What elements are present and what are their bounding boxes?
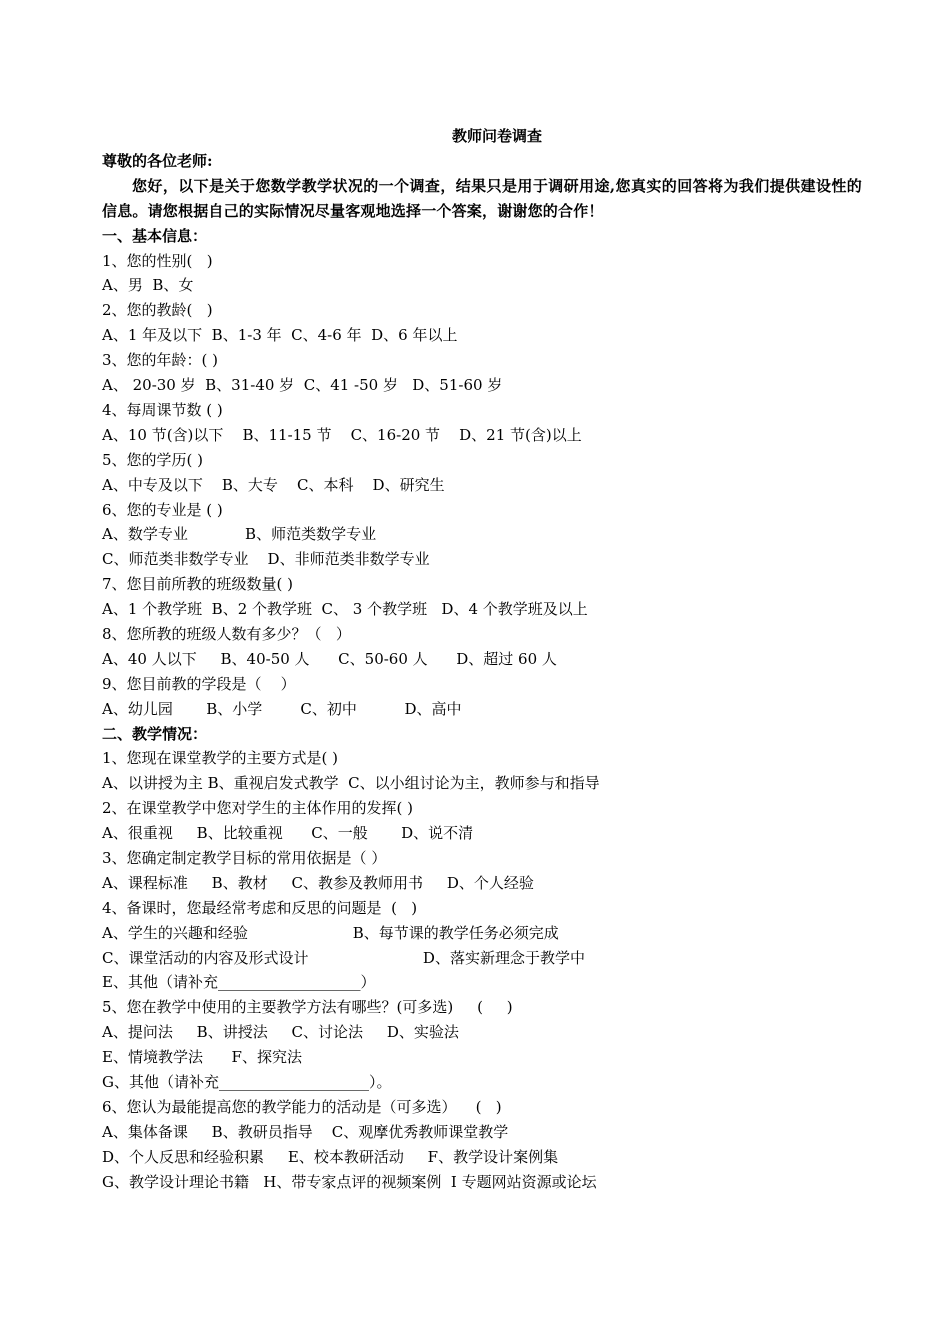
options-line: G、其他（请补充____________________）。	[102, 1072, 392, 1091]
question-line: 5、您在教学中使用的主要教学方法有哪些？(可多选) ( )	[102, 998, 513, 1017]
question-line: 8、您所教的班级人数有多少？（ ）	[102, 624, 351, 643]
options-line: A、1 年及以下 B、1-3 年 C、4-6 年 D、6 年以上	[102, 326, 458, 345]
question-line: 4、备课时，您最经常考虑和反思的问题是 ( )	[102, 898, 418, 917]
options-line: C、课堂活动的内容及形式设计 D、落实新理念于教学中	[102, 948, 585, 967]
options-line: A、幼儿园 B、小学 C、初中 D、高中	[102, 699, 462, 718]
question-line: 9、您目前教的学段是（ ）	[102, 674, 296, 693]
options-line: A、以讲授为主 B、重视启发式教学 C、以小组讨论为主，教师参与和指导	[102, 774, 600, 793]
question-line: 4、每周课节数 ( )	[102, 400, 223, 419]
intro-paragraph: 您好，以下是关于您数学教学状况的一个调查，结果只是用于调研用途,您真实的回答将为我们提供建设性的信息。请您根据自己的实际情况尽量客观地选择一个答案，谢谢您的合作！	[102, 176, 862, 220]
options-line: A、提问法 B、讲授法 C、讨论法 D、实验法	[102, 1023, 459, 1042]
question-line: 7、您目前所教的班级数量( )	[102, 575, 294, 594]
options-line: A、40 人以下 B、40-50 人 C、50-60 人 D、超过 60 人	[102, 649, 557, 668]
options-line: G、教学设计理论书籍 H、带专家点评的视频案例 I 专题网站资源或论坛	[102, 1172, 597, 1191]
question-line: 5、您的学历( )	[102, 450, 204, 469]
options-line: A、集体备课 B、教研员指导 C、观摩优秀教师课堂教学	[102, 1122, 509, 1141]
section-heading-teaching: 二、教学情况：	[102, 724, 208, 743]
options-line: A、课程标准 B、教材 C、教参及教师用书 D、个人经验	[102, 873, 534, 892]
options-line: C、师范类非数学专业 D、非师范类非数学专业	[102, 550, 430, 569]
question-line: 1、您现在课堂教学的主要方式是( )	[102, 749, 339, 768]
question-line: 2、在课堂教学中您对学生的主体作用的发挥( )	[102, 799, 414, 818]
document-body	[102, 124, 862, 1194]
document-title: 教师问卷调查	[451, 127, 542, 145]
options-line: A、中专及以下 B、大专 C、本科 D、研究生	[102, 475, 445, 494]
options-line: A、男 B、女	[102, 276, 194, 295]
question-line: 6、您的专业是 ( )	[102, 500, 223, 519]
section-heading-basic-info: 一、基本信息：	[102, 226, 208, 245]
options-line: A、10 节(含)以下 B、11-15 节 C、16-20 节 D、21 节(含)以上	[102, 425, 582, 444]
options-line: A、数学专业 B、师范类数学专业	[102, 525, 377, 544]
options-line: A、学生的兴趣和经验 B、每节课的教学任务必须完成	[102, 923, 559, 942]
question-line: 1、您的性别( )	[102, 251, 213, 270]
question-line: 3、您确定制定教学目标的常用依据是（ ）	[102, 848, 387, 867]
options-line: E、情境教学法 F、探究法	[102, 1048, 302, 1067]
question-line: 3、您的年龄：( )	[102, 351, 219, 370]
greeting: 尊敬的各位老师:	[102, 152, 213, 170]
question-line: 6、您认为最能提高您的教学能力的活动是（可多选） ( )	[102, 1097, 502, 1116]
options-line: A、 20-30 岁 B、31-40 岁 C、41 -50 岁 D、51-60 岁	[102, 376, 503, 395]
options-line: A、很重视 B、比较重视 C、一般 D、说不清	[102, 824, 474, 843]
options-line: A、1 个教学班 B、2 个教学班 C、 3 个教学班 D、4 个教学班及以上	[102, 600, 588, 619]
question-line: 2、您的教龄( )	[102, 301, 213, 320]
options-line: E、其他（请补充___________________）	[102, 973, 376, 992]
options-line: D、个人反思和经验积累 E、校本教研活动 F、教学设计案例集	[102, 1147, 559, 1166]
